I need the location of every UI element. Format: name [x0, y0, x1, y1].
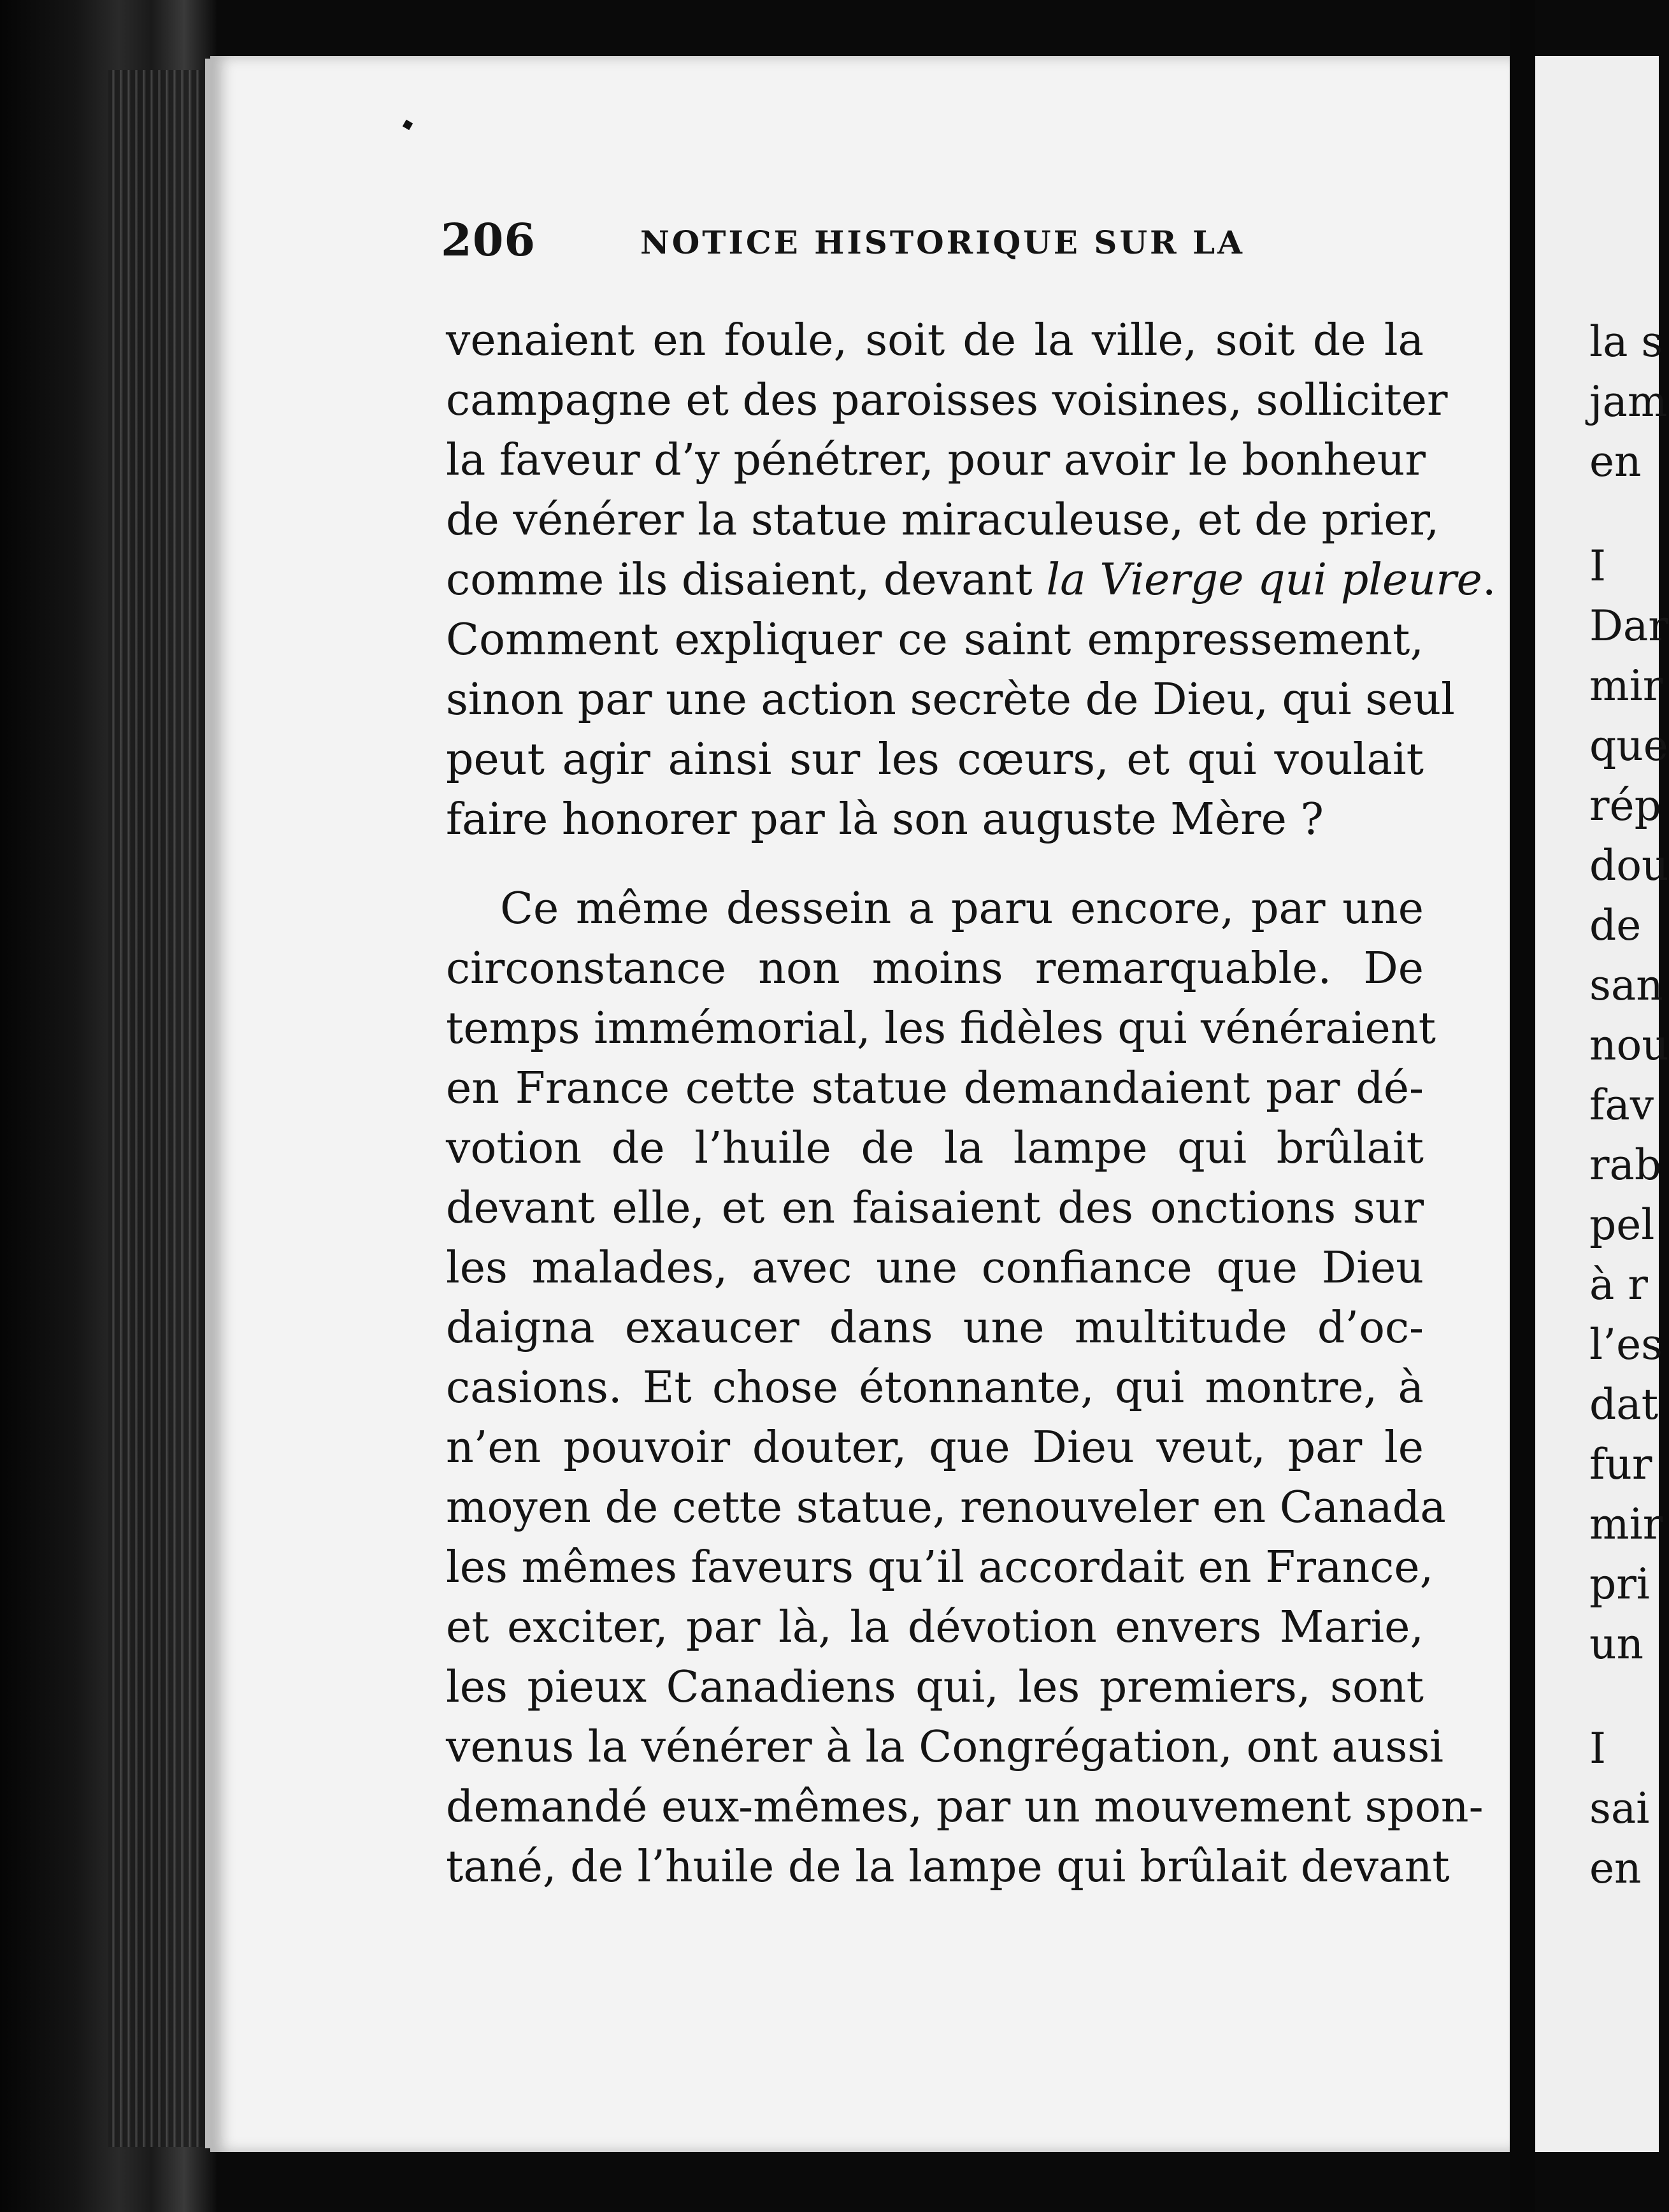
- text-line: Ce même dessein a paru encore, par une: [500, 884, 1424, 934]
- fragment: dat: [1589, 1380, 1659, 1429]
- text-line: circonstance non moins remarquable. De: [446, 944, 1424, 994]
- text-segment: comme ils disaient, devant: [446, 555, 1047, 605]
- text-line: daigna exaucer dans une multitude d’oc-: [446, 1303, 1424, 1353]
- text-line: devant elle, et en faisaient des onctions sur: [446, 1183, 1424, 1233]
- fragment: I: [1589, 542, 1607, 591]
- fragment: de: [1589, 901, 1642, 950]
- text-line: Comment expliquer ce saint empressement,: [446, 615, 1424, 665]
- text-line: les malades, avec une confiance que Dieu: [446, 1243, 1424, 1293]
- fragment: en: [1589, 1844, 1642, 1893]
- page-header: [441, 213, 1269, 277]
- text-line: temps immémorial, les fidèles qui vénéraient: [446, 1003, 1436, 1054]
- fragment-gap: [1589, 1674, 1666, 1719]
- fragment: nou: [1589, 1021, 1669, 1070]
- fragment: sai: [1589, 1784, 1650, 1833]
- italic-phrase: la Vierge qui pleure: [1046, 555, 1482, 605]
- fragment: jam: [1589, 377, 1668, 426]
- fragment: rab: [1589, 1140, 1662, 1189]
- text-line: peut agir ainsi sur les cœurs, et qui voulait: [446, 735, 1424, 785]
- text-line: tané, de l’huile de la lampe qui brûlait devant: [446, 1842, 1450, 1892]
- fragment: Dar: [1589, 601, 1668, 650]
- fragment: l’es: [1589, 1320, 1663, 1369]
- text-line: la faveur d’y pénétrer, pour avoir le bonheur: [446, 435, 1426, 485]
- text-line: les mêmes faveurs qu’il accordait en France,: [446, 1542, 1434, 1593]
- fragment: pel: [1589, 1200, 1655, 1249]
- body-text: [446, 311, 1496, 1897]
- text-line-with-italic: [446, 550, 1496, 610]
- page-number: 206: [441, 213, 536, 266]
- text-line: les pieux Canadiens qui, les premiers, sont: [446, 1662, 1424, 1713]
- fragment: pri: [1589, 1560, 1650, 1609]
- text-line: de vénérer la statue miraculeuse, et de prier,: [446, 495, 1440, 545]
- binding-page-edges: [108, 70, 204, 2147]
- text-line: venus la vénérer à la Congrégation, ont aussi: [446, 1722, 1443, 1772]
- right-page-text-fragments: [1589, 312, 1669, 1899]
- text-line: votion de l’huile de la lampe qui brûlait: [446, 1123, 1424, 1174]
- fragment: san: [1589, 961, 1663, 1010]
- text-line: sinon par une action secrète de Dieu, qui seul: [446, 675, 1455, 725]
- text-line: casions. Et chose étonnante, qui montre, à: [446, 1363, 1424, 1413]
- fragment-gap: [1589, 492, 1666, 536]
- text-segment: .: [1482, 555, 1496, 605]
- text-line: venaient en foule, soit de la ville, soit de la: [446, 315, 1424, 366]
- fragment: la s: [1589, 317, 1663, 366]
- fragment: à r: [1589, 1260, 1648, 1309]
- text-line: n’en pouvoir douter, que Dieu veut, par le: [446, 1423, 1424, 1473]
- text-line: et exciter, par là, la dévotion envers Marie,: [446, 1602, 1424, 1653]
- page-gutter: [1510, 0, 1535, 2212]
- text-line: en France cette statue demandaient par dé-: [446, 1063, 1424, 1114]
- paragraph-gap: [446, 850, 1424, 879]
- fragment: rép: [1589, 781, 1661, 830]
- text-line: campagne et des paroisses voisines, solliciter: [446, 375, 1448, 426]
- text-line: demandé eux-mêmes, par un mouvement spon-: [446, 1782, 1484, 1832]
- fragment: en: [1589, 437, 1642, 486]
- fragment: un: [1589, 1620, 1644, 1669]
- fragment: I: [1589, 1724, 1607, 1773]
- fragment: mir: [1589, 1500, 1663, 1549]
- text-line: faire honorer par là son auguste Mère ?: [446, 794, 1324, 845]
- fragment: que: [1589, 721, 1668, 770]
- fragment: fur: [1589, 1440, 1652, 1489]
- fragment: mir: [1589, 661, 1663, 710]
- text-line: moyen de cette statue, renouveler en Canada: [446, 1483, 1446, 1533]
- running-head: NOTICE HISTORIQUE SUR LA: [640, 224, 1245, 261]
- fragment: dou: [1589, 841, 1669, 890]
- fragment: fav: [1589, 1081, 1654, 1130]
